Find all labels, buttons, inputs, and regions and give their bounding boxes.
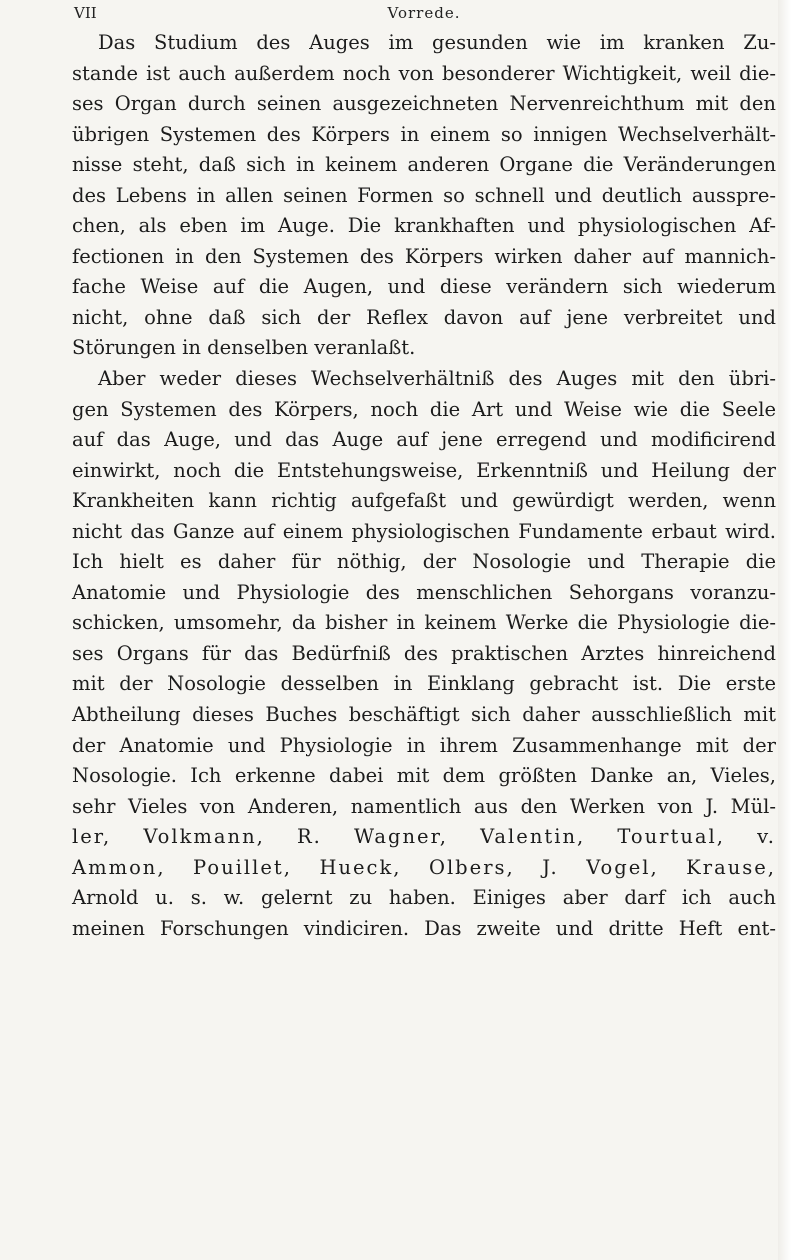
text-line: Krankheiten kann richtig aufgefaßt und gewürdigt werden, wenn (72, 489, 776, 513)
text-line: ses Organ durch seinen ausgezeichneten Nervenreichthum mit den (72, 92, 776, 116)
text-line: sehr Vieles von Anderen, namentlich aus den Werken von J. Mül- (72, 794, 776, 818)
text-line: Das Studium des Auges im gesunden wie im kranken Zu- (98, 31, 776, 54)
text-line: nicht, ohne daß sich der Reflex davon auf jene verbreitet und (72, 305, 776, 329)
text-line: stande ist auch außerdem noch von besonderer Wichtigkeit, weil die- (72, 61, 776, 85)
page-edge (778, 0, 800, 1260)
page-number: VII (74, 4, 97, 22)
text-line: Störungen in denselben veranlaßt. (72, 336, 416, 360)
text-line: ler, Volkmann, R. Wagner, Valentin, Tourtual, v. (72, 825, 776, 849)
text-line: der Anatomie und Physiologie in ihrem Zusammenhange mit der (72, 733, 776, 757)
running-head (74, 4, 774, 30)
text-line: gen Systemen des Körpers, noch die Art und Weise wie die Seele (72, 397, 776, 421)
text-line: Ammon, Pouillet, Hueck, Olbers, J. Vogel, Krause, (72, 855, 776, 879)
text-line: Arnold u. s. w. gelernt zu haben. Einiges aber darf ich auch (72, 886, 776, 910)
text-line: Abtheilung dieses Buches beschäftigt sich daher ausschließlich mit (72, 703, 776, 727)
text-line: Ich hielt es daher für nöthig, der Nosologie und Therapie die (72, 550, 776, 574)
text-line: chen, als eben im Auge. Die krankhaften und physiologischen Af- (72, 214, 776, 238)
text-line: schicken, umsomehr, da bisher in keinem Werke die Physiologie die- (72, 611, 776, 635)
running-head-title: Vorrede. (387, 4, 461, 22)
text-line: ses Organs für das Bedürfniß des praktischen Arztes hinreichend (72, 641, 776, 665)
text-line: fectionen in den Systemen des Körpers wirken daher auf mannich- (72, 244, 776, 268)
body-text (72, 28, 776, 944)
text-line: übrigen Systemen des Körpers in einem so innigen Wechselverhält- (72, 122, 776, 146)
text-line: mit der Nosologie desselben in Einklang gebracht ist. Die erste (72, 672, 776, 696)
text-line: nisse steht, daß sich in keinem anderen Organe die Veränderungen (72, 153, 776, 177)
text-line: Anatomie und Physiologie des menschlichen Sehorgans voranzu- (72, 580, 776, 604)
text-line: des Lebens in allen seinen Formen so schnell und deutlich ausspre- (72, 183, 776, 207)
text-line: meinen Forschungen vindiciren. Das zweite und dritte Heft ent- (72, 916, 776, 940)
text-line: einwirkt, noch die Entstehungsweise, Erkenntniß und Heilung der (72, 458, 776, 482)
text-line: fache Weise auf die Augen, und diese verändern sich wiederum (72, 275, 776, 299)
text-line: auf das Auge, und das Auge auf jene erregend und modificirend (72, 428, 776, 452)
text-line: nicht das Ganze auf einem physiologischen Fundamente erbaut wird. (72, 519, 776, 543)
text-line: Nosologie. Ich erkenne dabei mit dem größten Danke an, Vieles, (72, 764, 776, 788)
text-line: Aber weder dieses Wechselverhältniß des Auges mit den übri- (98, 367, 776, 391)
